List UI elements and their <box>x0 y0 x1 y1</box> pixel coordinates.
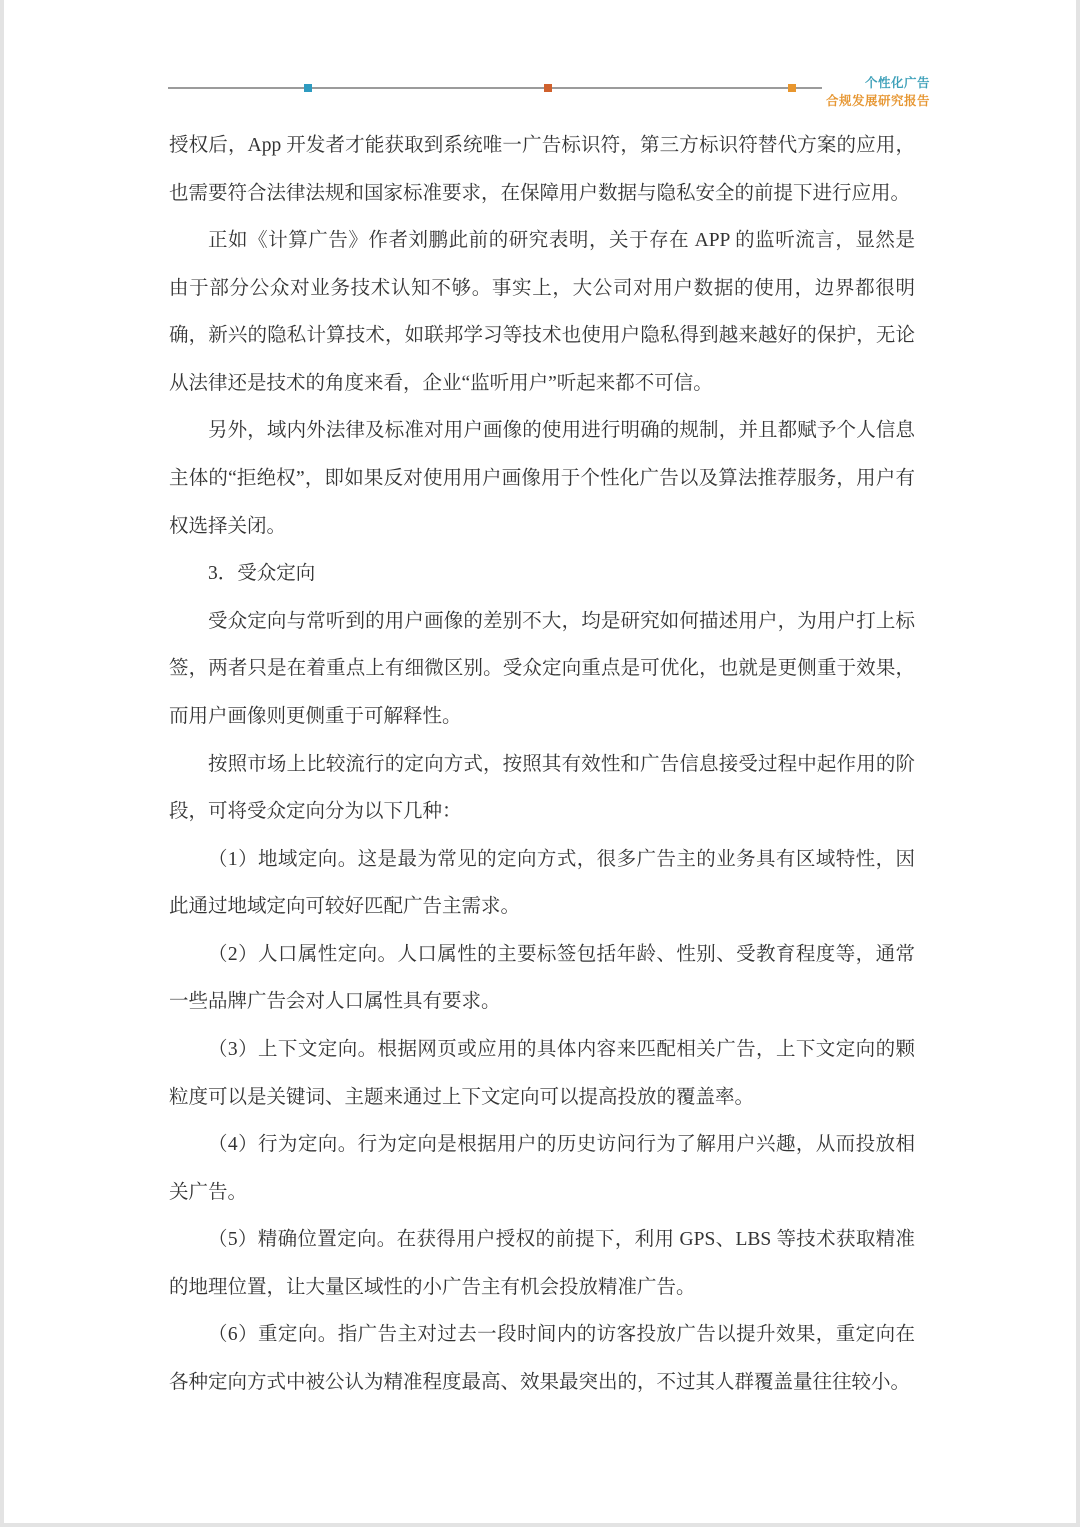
document-body <box>169 122 915 1407</box>
report-page <box>4 0 1076 1523</box>
report-title-block <box>826 74 930 110</box>
paragraph-item-1-geo-targeting: （1）地域定向。这是最为常见的定向方式，很多广告主的业务具有区域特性，因此通过地域定向可较好匹配广告主需求。 <box>169 848 915 918</box>
accent-square-orange-icon <box>788 84 796 92</box>
paragraph-targeting-categories-intro: 按照市场上比较流行的定向方式，按照其有效性和广告信息接受过程中起作用的阶段，可将受众定向分为以下几种： <box>169 753 915 823</box>
paragraph-item-5-precise-location-targeting: （5）精确位置定向。在获得用户授权的前提下，利用 GPS、LBS 等技术获取精准的地理位置，让大量区域性的小广告主有机会投放精准广告。 <box>169 1229 915 1298</box>
paragraph-item-6-retargeting: （6）重定向。指广告主对过去一段时间内的访客投放广告以提升效果，重定向在各种定向方式中被公认为精准程度最高、效果最突出的，不过其人群覆盖量往往较小。 <box>169 1324 915 1394</box>
paragraph-item-3-contextual-targeting: （3）上下文定向。根据网页或应用的具体内容来匹配相关广告，上下文定向的颗粒度可以是关键词、主题来通过上下文定向可以提高投放的覆盖率。 <box>169 1038 915 1108</box>
paragraph-refusal-right: 另外，域内外法律及标准对用户画像的使用进行明确的规制，并且都赋予个人信息主体的“拒绝权”，即如果反对使用用户画像用于个性化广告以及算法推荐服务，用户有权选择关闭。 <box>169 420 915 537</box>
header-rule <box>168 87 822 89</box>
report-title-line2: 合规发展研究报告 <box>825 94 930 109</box>
paragraph-item-2-demographic-targeting: （2）人口属性定向。人口属性的主要标签包括年龄、性别、受教育程度等，通常一些品牌广告会对人口属性具有要求。 <box>169 943 915 1013</box>
accent-square-red-icon <box>544 84 552 92</box>
accent-square-teal-icon <box>304 84 312 92</box>
paragraph-authorization-continuation: 授权后，App 开发者才能获取到系统唯一广告标识符，第三方标识符替代方案的应用，也需要符合法律法规和国家标准要求，在保障用户数据与隐私安全的前提下进行应用。 <box>169 135 915 204</box>
report-title-line1: 个性化广告 <box>864 76 930 90</box>
section-heading-audience-targeting: 3．受众定向 <box>208 563 316 585</box>
paragraph-liupeng-research: 正如《计算广告》作者刘鹏此前的研究表明，关于存在 APP 的监听流言，显然是由于部分公众对业务技术认知不够。事实上，大公司对用户数据的使用，边界都很明确，新兴的隐私计算技术，如联邦学习等技术也使用户隐私得到越来越好的保护，无论从法律还是技术的角度来看，企业“监听用户”听起来都不可信。 <box>169 230 915 394</box>
paragraph-targeting-vs-profile: 受众定向与常听到的用户画像的差别不大，均是研究如何描述用户，为用户打上标签，两者只是在着重点上有细微区别。受众定向重点是可优化，也就是更侧重于效果，而用户画像则更侧重于可解释性。 <box>169 610 915 727</box>
paragraph-item-4-behavioral-targeting: （4）行为定向。行为定向是根据用户的历史访问行为了解用户兴趣，从而投放相关广告。 <box>169 1134 915 1203</box>
